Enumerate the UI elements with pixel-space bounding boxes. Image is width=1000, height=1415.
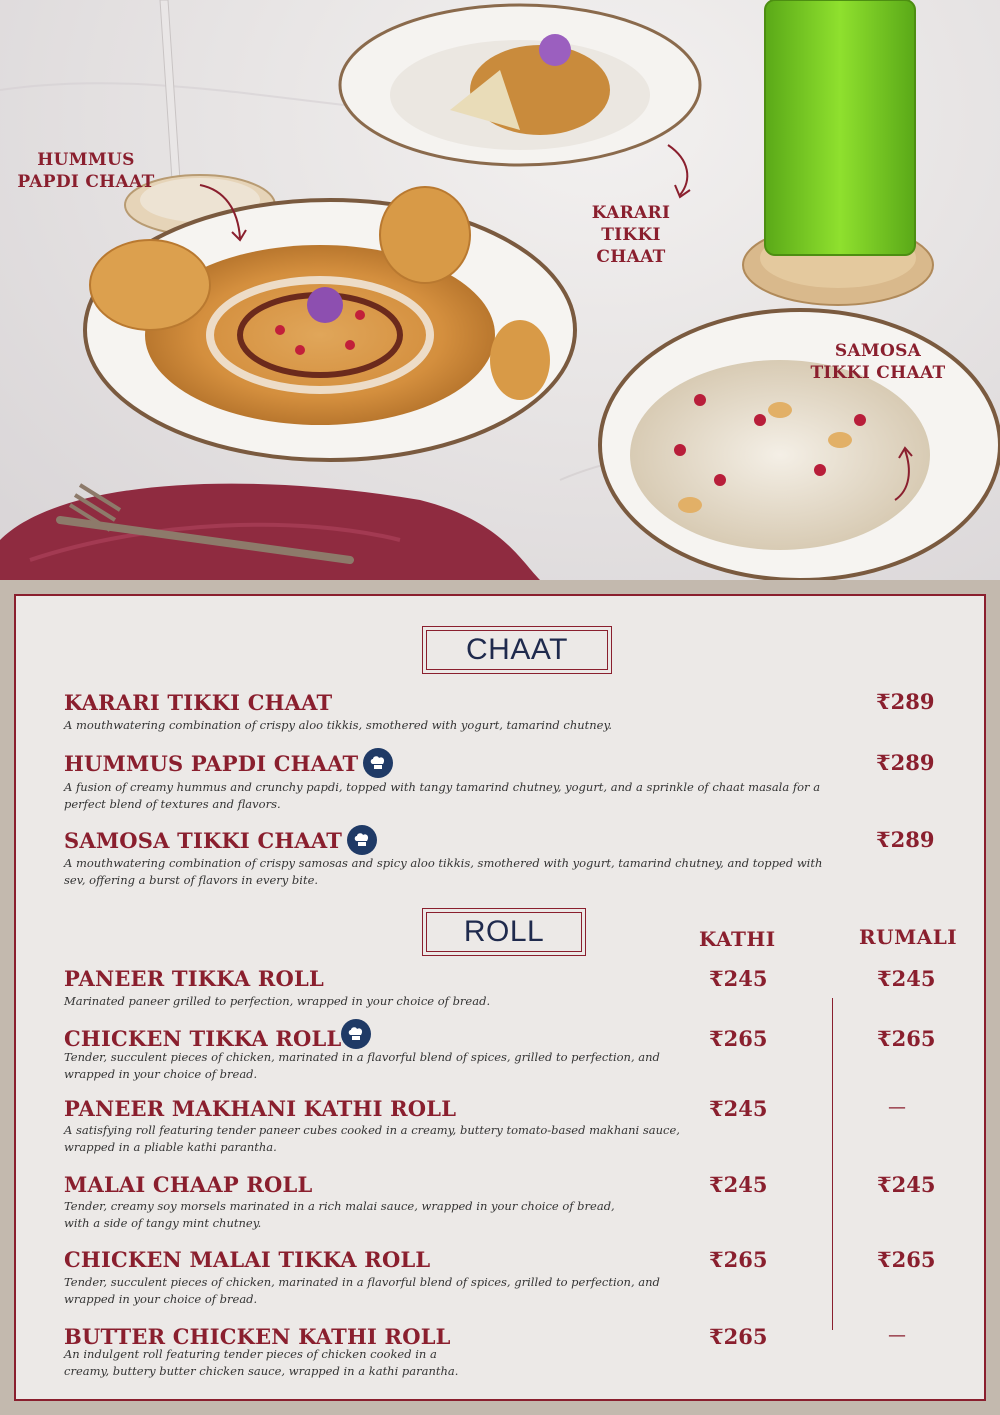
menu-item-name: PANEER MAKHANI KATHI ROLL: [64, 1096, 457, 1121]
chef-hat-icon: [363, 748, 393, 778]
menu-item-name: SAMOSA TIKKI CHAAT: [64, 828, 343, 853]
menu-item-description: An indulgent roll featuring tender pieces of chicken cooked in a creamy, buttery butter chicken sauce, wrapped in a kathi parantha.: [64, 1347, 459, 1378]
menu-item-name: CHICKEN TIKKA ROLL: [64, 1026, 342, 1051]
menu-item-description: Tender, succulent pieces of chicken, marinated in a flavorful blend of spices, grilled to perfection, and wrapped in your choice of bread.: [64, 1050, 660, 1081]
rumali-price: ₹265: [877, 1247, 936, 1272]
roll-section-header: [422, 908, 586, 956]
hero-photo: [0, 0, 1000, 580]
column-header-rumali: RUMALI: [859, 925, 958, 949]
kathi-price: ₹245: [709, 966, 768, 991]
column-header-kathi: KATHI: [699, 927, 776, 951]
menu-item-description: A mouthwatering combination of crispy aloo tikkis, smothered with yogurt, tamarind chutney.: [64, 718, 613, 732]
menu-item-description: A mouthwatering combination of crispy samosas and spicy aloo tikkis, smothered with yogurt, tamarind chutney, and topped with sev, offering a burst of flavors in every bite.: [64, 856, 823, 887]
rumali-unavailable: —: [888, 1097, 906, 1118]
rumali-price: ₹245: [877, 966, 936, 991]
kathi-price: ₹265: [709, 1324, 768, 1349]
column-divider: [832, 998, 833, 1330]
photo-label-line: PAPDI CHAAT: [17, 172, 155, 192]
menu-item-name: PANEER TIKKA ROLL: [64, 966, 324, 991]
photo-label-line: SAMOSA: [834, 341, 922, 361]
section-title: ROLL: [463, 915, 545, 948]
photo-label-line: TIKKI CHAAT: [596, 225, 666, 267]
kathi-price: ₹265: [709, 1026, 768, 1051]
menu-item-name: CHICKEN MALAI TIKKA ROLL: [64, 1247, 431, 1272]
kathi-price: ₹265: [709, 1247, 768, 1272]
photo-label-karari: [566, 202, 696, 268]
menu-card: [14, 594, 986, 1401]
rumali-unavailable: —: [888, 1325, 906, 1346]
photo-label-hummus: [16, 149, 156, 193]
chef-hat-icon: [347, 825, 377, 855]
menu-item-price: ₹289: [876, 827, 935, 852]
kathi-price: ₹245: [709, 1096, 768, 1121]
menu-item-description: Marinated paneer grilled to perfection, wrapped in your choice of bread.: [64, 994, 491, 1008]
menu-item-description: Tender, creamy soy morsels marinated in a rich malai sauce, wrapped in your choice of bread, with a side of tangy mint chutney.: [64, 1199, 615, 1230]
menu-item-name: KARARI TIKKI CHAAT: [64, 690, 333, 715]
photo-label-samosa: [808, 340, 948, 384]
menu-item-price: ₹289: [876, 750, 935, 775]
photo-label-line: HUMMUS: [37, 150, 135, 170]
menu-item-name: MALAI CHAAP ROLL: [64, 1172, 313, 1197]
photo-label-line: TIKKI CHAAT: [810, 363, 946, 383]
rumali-price: ₹265: [877, 1026, 936, 1051]
menu-item-price: ₹289: [876, 689, 935, 714]
menu-item-description: A fusion of creamy hummus and crunchy papdi, topped with tangy tamarind chutney, yogurt, and a sprinkle of chaat masala for a perfect blend of textures and flavors.: [64, 780, 821, 811]
food-photo-illustration: [0, 0, 1000, 580]
kathi-price: ₹245: [709, 1172, 768, 1197]
menu-item-name: BUTTER CHICKEN KATHI ROLL: [64, 1324, 451, 1349]
photo-label-line: KARARI: [591, 203, 671, 223]
rumali-price: ₹245: [877, 1172, 936, 1197]
section-title: CHAAT: [466, 633, 568, 666]
menu-item-description: Tender, succulent pieces of chicken, marinated in a flavorful blend of spices, grilled to perfection, and wrapped in your choice of bread.: [64, 1275, 660, 1306]
menu-item-name: HUMMUS PAPDI CHAAT: [64, 751, 359, 776]
menu-item-description: A satisfying roll featuring tender paneer cubes cooked in a creamy, buttery tomato-based makhani sauce, wrapped in a pliable kathi parantha.: [64, 1123, 680, 1154]
chef-hat-icon: [341, 1019, 371, 1049]
chaat-section-header: [422, 626, 612, 674]
